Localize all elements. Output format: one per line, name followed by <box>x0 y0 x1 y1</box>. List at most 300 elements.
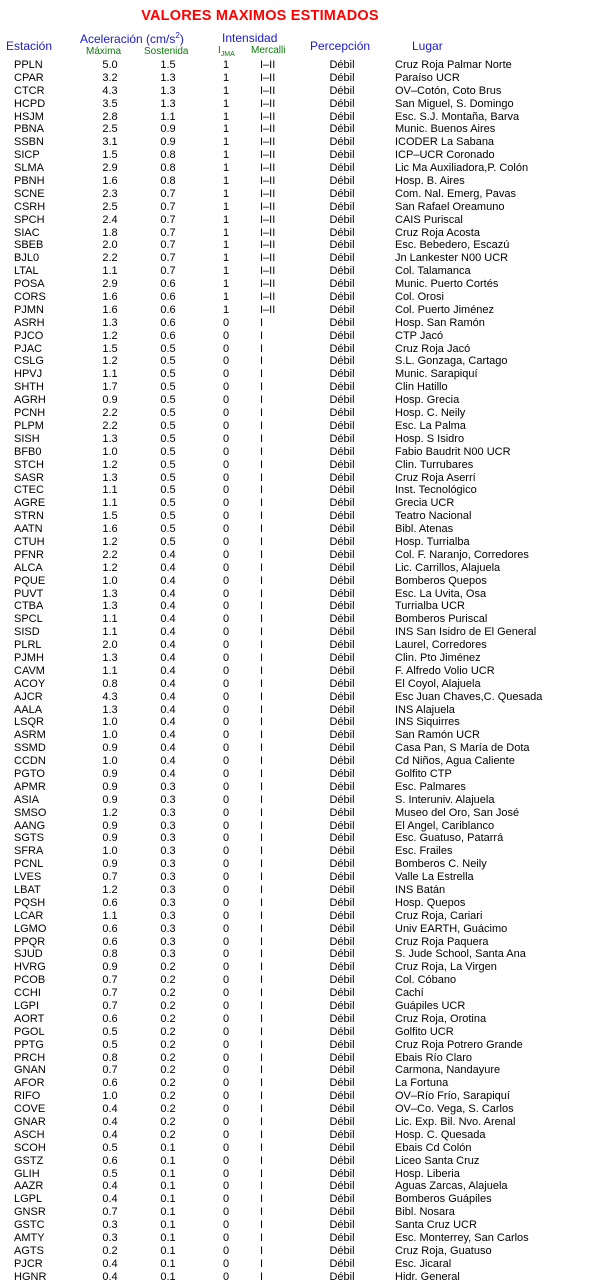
cell-mercalli: I <box>260 896 264 909</box>
table-row <box>0 317 590 330</box>
cell-percepcion: Débil <box>329 1064 355 1077</box>
cell-maxima: 2.3 <box>102 187 118 200</box>
cell-percepcion: Débil <box>329 432 355 445</box>
cell-ijma: 0 <box>222 1257 230 1270</box>
cell-percepcion: Débil <box>329 677 355 690</box>
cell-sostenida: 0.7 <box>160 213 176 226</box>
cell-percepcion: Débil <box>329 909 355 922</box>
cell-mercalli: I–II <box>260 149 276 162</box>
cell-lugar: Esc. La Palma <box>395 419 466 432</box>
cell-lugar: El Coyol, Alajuela <box>395 677 481 690</box>
cell-percepcion: Débil <box>329 458 355 471</box>
cell-lugar: CAIS Puriscal <box>395 213 463 226</box>
cell-percepcion: Débil <box>329 587 355 600</box>
cell-lugar: Golfito CTP <box>395 767 452 780</box>
cell-mercalli: I <box>260 1103 264 1116</box>
cell-maxima: 2.5 <box>102 123 118 136</box>
cell-percepcion: Débil <box>329 1012 355 1025</box>
cell-sostenida: 0.7 <box>160 226 176 239</box>
table-row <box>0 523 590 536</box>
cell-maxima: 0.3 <box>102 1232 118 1245</box>
cell-sostenida: 0.6 <box>160 303 176 316</box>
cell-lugar: Laurel, Corredores <box>395 639 487 652</box>
cell-ijma: 0 <box>222 1116 230 1129</box>
table-row <box>0 1052 590 1065</box>
cell-estacion: PJMH <box>14 651 44 664</box>
cell-estacion: ASCH <box>14 1128 45 1141</box>
cell-sostenida: 0.7 <box>160 239 176 252</box>
table-row <box>0 1258 590 1271</box>
cell-lugar: Hidr. General <box>395 1270 460 1283</box>
table-row <box>0 227 590 240</box>
cell-ijma: 0 <box>222 613 230 626</box>
cell-mercalli: I–II <box>260 278 276 291</box>
cell-mercalli: I–II <box>260 162 276 175</box>
cell-mercalli: I <box>260 484 264 497</box>
cell-sostenida: 0.3 <box>160 793 176 806</box>
cell-lugar: INS Siquirres <box>395 716 460 729</box>
cell-ijma: 0 <box>222 639 230 652</box>
table-row <box>0 678 590 691</box>
cell-sostenida: 0.3 <box>160 909 176 922</box>
cell-ijma: 0 <box>222 419 230 432</box>
cell-maxima: 0.9 <box>102 793 118 806</box>
cell-mercalli: I <box>260 677 264 690</box>
cell-percepcion: Débil <box>329 381 355 394</box>
cell-mercalli: I <box>260 1128 264 1141</box>
table-row <box>0 974 590 987</box>
cell-percepcion: Débil <box>329 819 355 832</box>
cell-sostenida: 0.5 <box>160 368 176 381</box>
cell-mercalli: I <box>260 806 264 819</box>
cell-lugar: Carmona, Nandayure <box>395 1064 501 1077</box>
cell-ijma: 1 <box>222 213 230 226</box>
table-row <box>0 742 590 755</box>
cell-ijma: 0 <box>222 1193 230 1206</box>
cell-mercalli: I–II <box>260 213 276 226</box>
cell-maxima: 0.7 <box>102 871 118 884</box>
cell-maxima: 4.3 <box>102 84 118 97</box>
cell-sostenida: 0.4 <box>160 664 176 677</box>
cell-lugar: Cruz Roja Aserrí <box>395 471 476 484</box>
cell-ijma: 0 <box>222 394 230 407</box>
cell-sostenida: 0.2 <box>160 1116 176 1129</box>
cell-lugar: Esc. Frailes <box>395 845 453 858</box>
cell-sostenida: 0.1 <box>160 1193 176 1206</box>
cell-ijma: 0 <box>222 677 230 690</box>
cell-ijma: 1 <box>222 303 230 316</box>
cell-maxima: 1.2 <box>102 806 118 819</box>
table-row <box>0 1219 590 1232</box>
cell-sostenida: 0.4 <box>160 677 176 690</box>
cell-percepcion: Débil <box>329 896 355 909</box>
cell-percepcion: Débil <box>329 445 355 458</box>
table-row <box>0 1026 590 1039</box>
cell-lugar: Valle La Estrella <box>395 871 474 884</box>
cell-percepcion: Débil <box>329 716 355 729</box>
cell-maxima: 1.5 <box>102 342 118 355</box>
cell-mercalli: I <box>260 523 264 536</box>
cell-ijma: 0 <box>222 845 230 858</box>
cell-maxima: 1.2 <box>102 884 118 896</box>
cell-estacion: ASRH <box>14 316 45 329</box>
cell-maxima: 0.3 <box>102 1219 118 1232</box>
cell-lugar: Cd Niños, Agua Caliente <box>395 755 515 768</box>
cell-sostenida: 0.8 <box>160 149 176 162</box>
cell-estacion: LBAT <box>14 884 41 896</box>
cell-sostenida: 0.2 <box>160 1051 176 1064</box>
cell-percepcion: Débil <box>329 265 355 278</box>
cell-mercalli: I <box>260 419 264 432</box>
cell-estacion: PJCO <box>14 329 44 342</box>
cell-lugar: Esc. Monterrey, San Carlos <box>395 1232 529 1245</box>
cell-mercalli: I <box>260 884 264 896</box>
cell-maxima: 4.3 <box>102 690 118 703</box>
table-row <box>0 1064 590 1077</box>
cell-estacion: LTAL <box>14 265 39 278</box>
cell-ijma: 0 <box>222 793 230 806</box>
cell-percepcion: Débil <box>329 755 355 768</box>
header-intensidad: Intensidad <box>222 31 278 45</box>
cell-estacion: PCNL <box>14 858 44 871</box>
cell-maxima: 1.3 <box>102 600 118 613</box>
cell-mercalli: I–II <box>260 136 276 149</box>
cell-estacion: SPCL <box>14 613 43 626</box>
cell-ijma: 0 <box>222 832 230 845</box>
cell-lugar: Esc Juan Chaves,C. Quesada <box>395 690 543 703</box>
cell-lugar: Bibl. Atenas <box>395 523 454 536</box>
table-row <box>0 98 590 111</box>
table-row <box>0 343 590 356</box>
cell-percepcion: Débil <box>329 767 355 780</box>
table-row <box>0 987 590 1000</box>
cell-lugar: Hosp. C. Neily <box>395 407 466 420</box>
table-row <box>0 1090 590 1103</box>
cell-percepcion: Débil <box>329 600 355 613</box>
cell-ijma: 0 <box>222 716 230 729</box>
cell-percepcion: Débil <box>329 626 355 639</box>
cell-mercalli: I <box>260 368 264 381</box>
cell-estacion: SISD <box>14 626 40 639</box>
table-row <box>0 330 590 343</box>
cell-lugar: OV–Co. Vega, S. Carlos <box>395 1103 514 1116</box>
cell-lugar: Hosp. B. Aires <box>395 175 465 188</box>
cell-maxima: 0.2 <box>102 1244 118 1257</box>
cell-ijma: 0 <box>222 574 230 587</box>
cell-mercalli: I <box>260 780 264 793</box>
cell-lugar: Lic Ma Auxiliadora,P. Colón <box>395 162 529 175</box>
cell-sostenida: 0.7 <box>160 252 176 265</box>
cell-mercalli: I <box>260 1141 264 1154</box>
table-row <box>0 265 590 278</box>
cell-lugar: Cruz Roja, Cariari <box>395 909 483 922</box>
table-row <box>0 407 590 420</box>
cell-estacion: PPQR <box>14 935 46 948</box>
cell-percepcion: Débil <box>329 97 355 110</box>
cell-percepcion: Débil <box>329 987 355 1000</box>
cell-maxima: 2.5 <box>102 200 118 213</box>
cell-estacion: PCOB <box>14 974 46 987</box>
cell-estacion: PGTO <box>14 767 45 780</box>
cell-sostenida: 0.5 <box>160 407 176 420</box>
header-aceleracion-close: ) <box>179 32 184 46</box>
cell-ijma: 0 <box>222 651 230 664</box>
cell-maxima: 0.9 <box>102 819 118 832</box>
cell-percepcion: Débil <box>329 471 355 484</box>
cell-ijma: 1 <box>222 149 230 162</box>
cell-lugar: Hosp. C. Quesada <box>395 1128 486 1141</box>
cell-estacion: ACOY <box>14 677 46 690</box>
cell-sostenida: 0.2 <box>160 1000 176 1013</box>
cell-ijma: 0 <box>222 974 230 987</box>
cell-percepcion: Débil <box>329 1038 355 1051</box>
cell-ijma: 0 <box>222 729 230 742</box>
cell-lugar: Bomberos Quepos <box>395 574 487 587</box>
cell-mercalli: I <box>260 587 264 600</box>
cell-ijma: 0 <box>222 1154 230 1167</box>
table-row <box>0 1245 590 1258</box>
cell-lugar: Esc. Guatuso, Patarrá <box>395 832 504 845</box>
table-row <box>0 1039 590 1052</box>
header-percepcion: Percepción <box>310 39 371 53</box>
cell-percepcion: Débil <box>329 1077 355 1090</box>
cell-ijma: 0 <box>222 523 230 536</box>
cell-ijma: 0 <box>222 1141 230 1154</box>
cell-sostenida: 0.2 <box>160 1090 176 1103</box>
cell-percepcion: Débil <box>329 793 355 806</box>
cell-percepcion: Débil <box>329 394 355 407</box>
cell-percepcion: Débil <box>329 639 355 652</box>
cell-mercalli: I <box>260 793 264 806</box>
cell-percepcion: Débil <box>329 1167 355 1180</box>
cell-maxima: 2.4 <box>102 213 118 226</box>
table-row <box>0 1155 590 1168</box>
cell-sostenida: 0.3 <box>160 884 176 896</box>
header-maxima: Máxima <box>86 46 122 57</box>
cell-ijma: 0 <box>222 1012 230 1025</box>
table-row <box>0 1077 590 1090</box>
cell-ijma: 0 <box>222 1128 230 1141</box>
cell-ijma: 1 <box>222 175 230 188</box>
cell-lugar: Col. Cóbano <box>395 974 457 987</box>
header-aceleracion <box>80 31 184 46</box>
table-row <box>0 936 590 949</box>
cell-lugar: Col. Talamanca <box>395 265 471 278</box>
cell-estacion: AATN <box>14 523 43 536</box>
cell-mercalli: I <box>260 1219 264 1232</box>
cell-percepcion: Débil <box>329 651 355 664</box>
cell-percepcion: Débil <box>329 523 355 536</box>
cell-ijma: 0 <box>222 587 230 600</box>
cell-maxima: 3.2 <box>102 71 118 84</box>
cell-sostenida: 0.1 <box>160 1219 176 1232</box>
cell-sostenida: 0.3 <box>160 948 176 961</box>
cell-sostenida: 1.3 <box>160 97 176 110</box>
cell-sostenida: 0.6 <box>160 278 176 291</box>
cell-ijma: 0 <box>222 407 230 420</box>
cell-sostenida: 0.4 <box>160 600 176 613</box>
cell-mercalli: I <box>260 1154 264 1167</box>
table-row <box>0 948 590 961</box>
cell-estacion: LVES <box>14 871 42 884</box>
cell-ijma: 0 <box>222 1077 230 1090</box>
cell-ijma: 0 <box>222 626 230 639</box>
cell-ijma: 1 <box>222 84 230 97</box>
cell-estacion: SCOH <box>14 1141 46 1154</box>
cell-maxima: 5.0 <box>102 59 118 71</box>
cell-sostenida: 0.1 <box>160 1167 176 1180</box>
cell-ijma: 1 <box>222 136 230 149</box>
cell-percepcion: Débil <box>329 561 355 574</box>
cell-sostenida: 0.3 <box>160 845 176 858</box>
cell-mercalli: I <box>260 1025 264 1038</box>
cell-estacion: HVRG <box>14 961 46 974</box>
table-row <box>0 536 590 549</box>
table-row <box>0 162 590 175</box>
cell-ijma: 1 <box>222 71 230 84</box>
table-row <box>0 85 590 98</box>
cell-estacion: CTUH <box>14 535 45 548</box>
cell-mercalli: I <box>260 445 264 458</box>
cell-estacion: CTCR <box>14 84 45 97</box>
cell-estacion: GNSR <box>14 1206 46 1219</box>
cell-sostenida: 0.5 <box>160 535 176 548</box>
cell-mercalli: I <box>260 742 264 755</box>
cell-ijma: 0 <box>222 806 230 819</box>
cell-maxima: 1.3 <box>102 651 118 664</box>
cell-ijma: 0 <box>222 1180 230 1193</box>
cell-estacion: AAZR <box>14 1180 44 1193</box>
cell-mercalli: I–II <box>260 200 276 213</box>
cell-ijma: 1 <box>222 162 230 175</box>
cell-maxima: 0.5 <box>102 1141 118 1154</box>
cell-mercalli: I <box>260 1064 264 1077</box>
table-row <box>0 910 590 923</box>
cell-mercalli: I <box>260 755 264 768</box>
cell-sostenida: 0.5 <box>160 394 176 407</box>
cell-mercalli: I <box>260 574 264 587</box>
table-row <box>0 472 590 485</box>
cell-percepcion: Débil <box>329 845 355 858</box>
cell-percepcion: Débil <box>329 84 355 97</box>
cell-lugar: Hosp. Liberia <box>395 1167 460 1180</box>
cell-estacion: SICP <box>14 149 40 162</box>
cell-maxima: 0.5 <box>102 1038 118 1051</box>
cell-mercalli: I <box>260 664 264 677</box>
header-ijma <box>218 45 235 58</box>
cell-mercalli: I <box>260 471 264 484</box>
cell-sostenida: 1.3 <box>160 84 176 97</box>
cell-lugar: Cruz Roja Palmar Norte <box>395 59 512 71</box>
table-row <box>0 239 590 252</box>
cell-percepcion: Débil <box>329 1103 355 1116</box>
cell-estacion: PQSH <box>14 896 46 909</box>
cell-lugar: Turrialba UCR <box>395 600 465 613</box>
cell-sostenida: 0.3 <box>160 935 176 948</box>
cell-lugar: Cachí <box>395 987 424 1000</box>
cell-maxima: 0.4 <box>102 1103 118 1116</box>
cell-lugar: Cruz Roja, Orotina <box>395 1012 487 1025</box>
cell-estacion: PPTG <box>14 1038 44 1051</box>
cell-mercalli: I <box>260 832 264 845</box>
cell-sostenida: 0.3 <box>160 871 176 884</box>
cell-mercalli: I <box>260 432 264 445</box>
table-row <box>0 794 590 807</box>
cell-estacion: LGPL <box>14 1193 43 1206</box>
cell-sostenida: 0.5 <box>160 432 176 445</box>
cell-sostenida: 0.4 <box>160 626 176 639</box>
cell-ijma: 0 <box>222 445 230 458</box>
cell-lugar: Bomberos Guápiles <box>395 1193 492 1206</box>
cell-estacion: GNAR <box>14 1116 46 1129</box>
cell-percepcion: Débil <box>329 871 355 884</box>
cell-ijma: 0 <box>222 1219 230 1232</box>
table-row <box>0 961 590 974</box>
cell-mercalli: I <box>260 1090 264 1103</box>
cell-mercalli: I <box>260 381 264 394</box>
cell-estacion: SFRA <box>14 845 44 858</box>
table-row <box>0 600 590 613</box>
cell-mercalli: I <box>260 716 264 729</box>
header-mercalli: Mercalli <box>251 45 286 56</box>
cell-lugar: Casa Pan, S María de Dota <box>395 742 530 755</box>
cell-maxima: 0.5 <box>102 1167 118 1180</box>
cell-sostenida: 0.4 <box>160 587 176 600</box>
table-row <box>0 1013 590 1026</box>
cell-ijma: 0 <box>222 1206 230 1219</box>
cell-ijma: 0 <box>222 1051 230 1064</box>
cell-sostenida: 0.4 <box>160 639 176 652</box>
cell-estacion: SHTH <box>14 381 44 394</box>
cell-ijma: 0 <box>222 1064 230 1077</box>
cell-sostenida: 0.4 <box>160 716 176 729</box>
cell-sostenida: 0.4 <box>160 729 176 742</box>
cell-lugar: INS Batán <box>395 884 446 896</box>
cell-lugar: San Rafael Oreamuno <box>395 200 505 213</box>
cell-mercalli: I <box>260 987 264 1000</box>
cell-ijma: 1 <box>222 265 230 278</box>
cell-estacion: PLRL <box>14 639 42 652</box>
cell-sostenida: 1.1 <box>160 110 176 123</box>
cell-estacion: STRN <box>14 510 44 523</box>
cell-estacion: AGTS <box>14 1244 44 1257</box>
cell-lugar: CTP Jacó <box>395 329 444 342</box>
cell-maxima: 1.1 <box>102 909 118 922</box>
cell-sostenida: 0.3 <box>160 858 176 871</box>
cell-ijma: 0 <box>222 1103 230 1116</box>
cell-lugar: Bomberos Puriscal <box>395 613 488 626</box>
cell-lugar: Fabio Baudrit N00 UCR <box>395 445 511 458</box>
cell-sostenida: 0.5 <box>160 484 176 497</box>
cell-percepcion: Débil <box>329 110 355 123</box>
table-row <box>0 716 590 729</box>
cell-mercalli: I <box>260 1244 264 1257</box>
table-row <box>0 588 590 601</box>
cell-sostenida: 0.4 <box>160 574 176 587</box>
cell-lugar: San Miguel, S. Domingo <box>395 97 514 110</box>
cell-estacion: SCNE <box>14 187 45 200</box>
table-row <box>0 884 590 897</box>
cell-sostenida: 0.3 <box>160 832 176 845</box>
cell-maxima: 0.6 <box>102 922 118 935</box>
cell-percepcion: Débil <box>329 1193 355 1206</box>
cell-sostenida: 0.6 <box>160 316 176 329</box>
cell-sostenida: 0.3 <box>160 922 176 935</box>
cell-ijma: 1 <box>222 252 230 265</box>
table-row <box>0 304 590 317</box>
cell-estacion: BFB0 <box>14 445 42 458</box>
cell-sostenida: 0.2 <box>160 1077 176 1090</box>
